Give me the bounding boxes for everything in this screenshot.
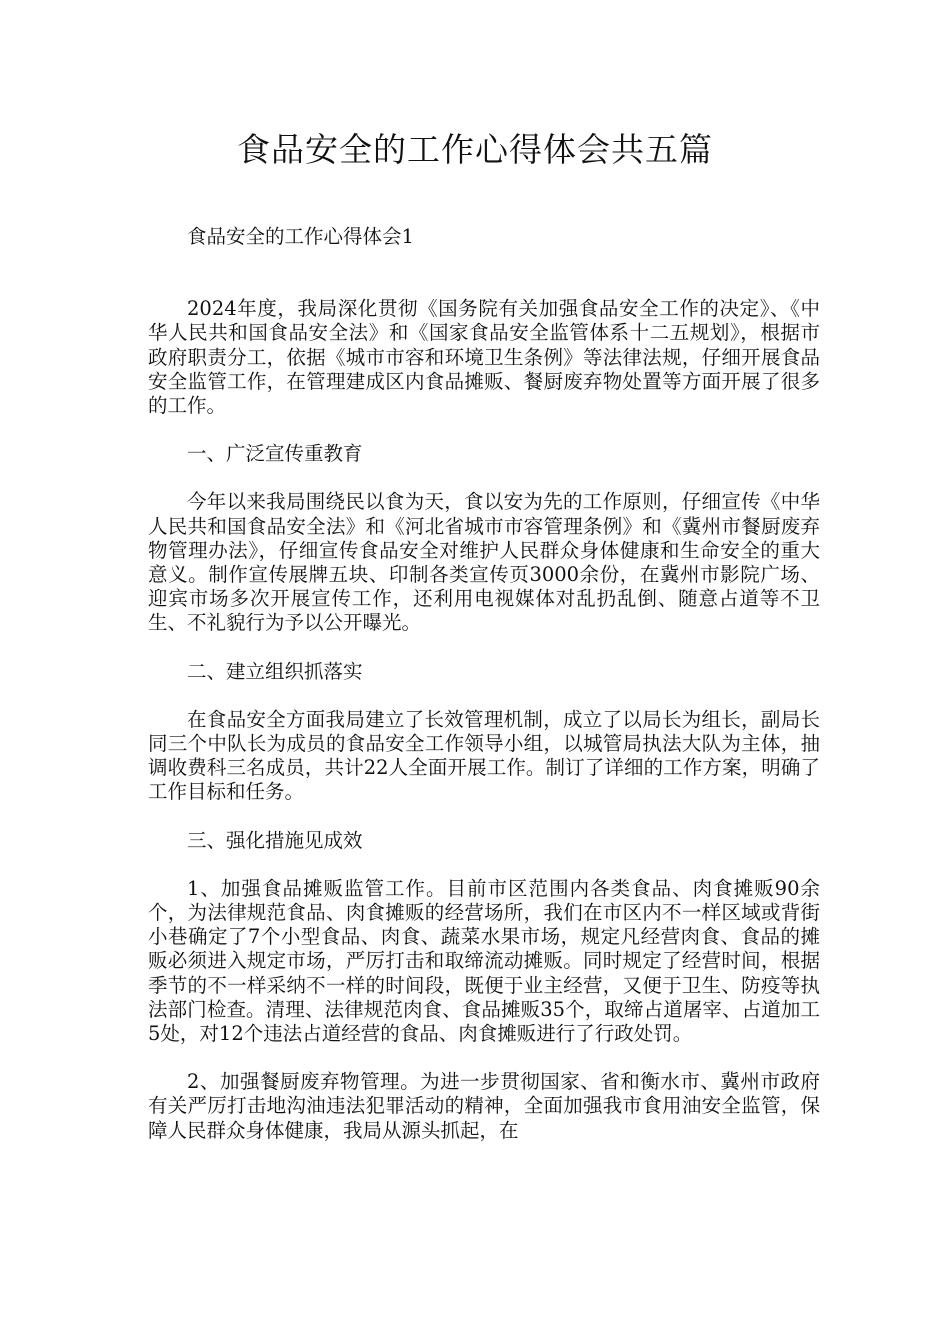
heading-measures: 三、强化措施见成效 [187,828,363,852]
section-subtitle: 食品安全的工作心得体会1 [187,225,414,248]
paragraph-intro: 2024年度，我局深化贯彻《国务院有关加强食品安全工作的决定》、《中华人民共和国食品安全法》和《国家食品安全监管体系十二五规划》，根据市政府职责分工，依据《城市市容和环境卫生条例》等法律法规，仔细开展食品安全监管工作，在管理建成区内食品摊贩、餐厨废弃物处置等方面开展了很多的工作。 [148,297,820,418]
paragraph-organization: 在食品安全方面我局建立了长效管理机制，成立了以局长为组长，副局长同三个中队长为成员的食品安全工作领导小组，以城管局执法大队为主体，抽调收费科三名成员，共计22人全面开展工作。制订了详细的工作方案，明确了工作目标和任务。 [148,707,820,804]
paragraph-vendor-supervision: 1、加强食品摊贩监管工作。目前市区范围内各类食品、肉食摊贩90余个，为法律规范食品、肉食摊贩的经营场所，我们在市区内不一样区域或背街小巷确定了7个小型食品、肉食、蔬菜水果市场，规定凡经营肉食、食品的摊贩必须进入规定市场，严厉打击和取缔流动摊贩。同时规定了经营时间，根据季节的不一样采纳不一样的时间段，既便于业主经营，又便于卫生、防疫等执法部门检查。清理、法律规范肉食、食品摊贩35个，取缔占道屠宰、占道加工5处，对12个违法占道经营的食品、肉食摊贩进行了行政处罚。 [148,876,820,1046]
heading-organization: 二、建立组织抓落实 [187,659,363,683]
paragraph-kitchen-waste: 2、加强餐厨废弃物管理。为进一步贯彻国家、省和衡水市、冀州市政府有关严厉打击地沟油违法犯罪活动的精神，全面加强我市食用油安全监管，保障人民群众身体健康，我局从源头抓起，在 [148,1070,820,1142]
heading-publicity: 一、广泛宣传重教育 [187,442,363,466]
paragraph-publicity: 今年以来我局围绕民以食为天，食以安为先的工作原则，仔细宣传《中华人民共和国食品安全法》和《河北省城市市容管理条例》和《冀州市餐厨废弃物管理办法》，仔细宣传食品安全对维护人民群众身体健康和生命安全的重大意义。制作宣传展牌五块、印制各类宣传页3000余份，在冀州市影院广场、迎宾市场多次开展宣传工作，还利用电视媒体对乱扔乱倒、随意占道等不卫生、不礼貌行为予以公开曝光。 [148,490,820,635]
document-body [148,225,820,1167]
document-title: 食品安全的工作心得体会共五篇 [237,130,713,169]
